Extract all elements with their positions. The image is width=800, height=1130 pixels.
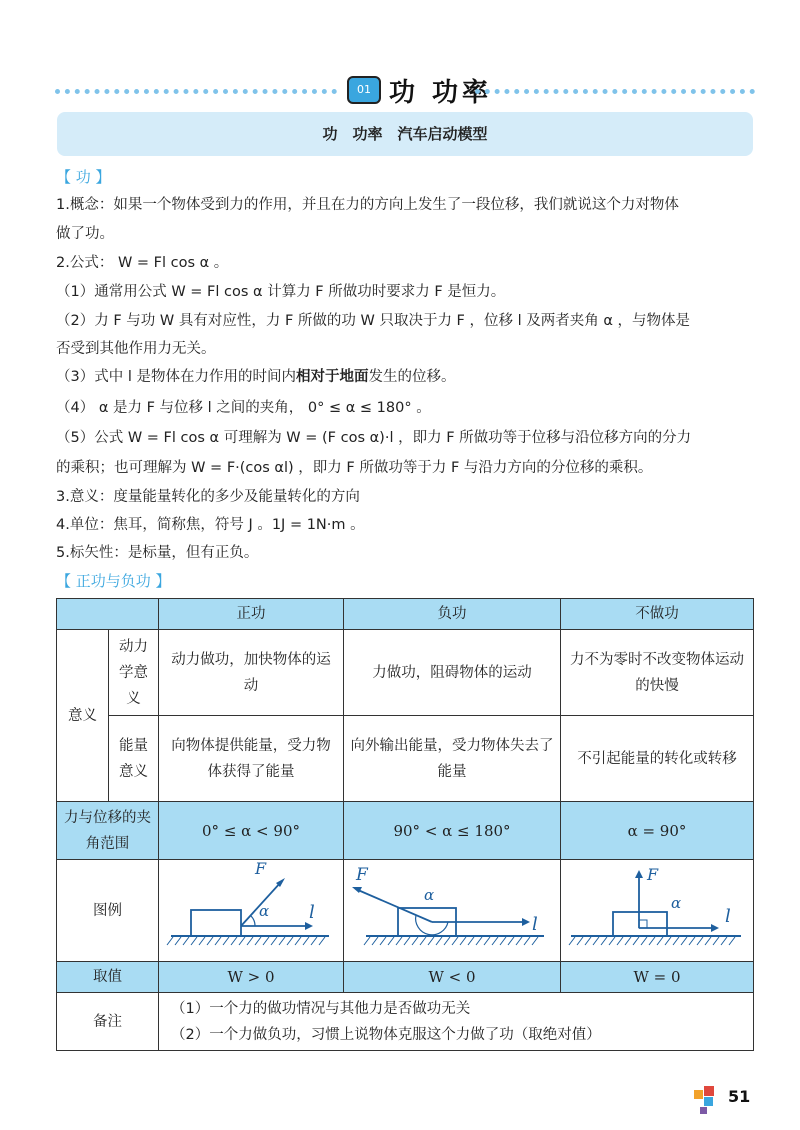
table-row — [57, 716, 754, 802]
section-heading-pos-neg-work: 【 正功与负功 】 — [56, 572, 171, 590]
notes-cell — [159, 993, 754, 1051]
dotted-rule-left — [55, 89, 337, 94]
table-cell: 力做功，阻碍物体的运动 — [344, 630, 561, 716]
meaning-label: 意义 — [57, 630, 109, 802]
angle-range-label: 力与位移的夹角范围 — [57, 802, 159, 860]
table-header-row — [57, 599, 754, 630]
bold-phrase: 相对于地面 — [295, 369, 369, 385]
value-label: 取值 — [57, 962, 159, 993]
work-comparison-table — [56, 598, 754, 1051]
header-corner — [57, 599, 159, 630]
zero-work-diagram — [561, 860, 754, 952]
table-row — [57, 802, 754, 860]
text-line-3: （3）式中 l 是物体在力作用的时间内相对于地面发生的位移。 — [56, 369, 456, 385]
table-row — [57, 630, 754, 716]
text-line: （1）通常用公式 W = Fl cos α 计算力 F 所做功时要求力 F 是恒力。 — [56, 284, 506, 300]
section-heading-work: 【 功 】 — [56, 168, 111, 186]
negative-work-diagram — [344, 860, 561, 952]
label-l: l — [309, 902, 315, 923]
text-line: 否受到其他作用力无关。 — [56, 341, 216, 357]
table-cell: 力不为零时不改变物体运动的快慢 — [561, 630, 754, 716]
table-row — [57, 860, 754, 962]
chapter-badge: 01 — [347, 76, 381, 104]
label-alpha: α — [671, 894, 682, 912]
dotted-rule-right — [475, 89, 755, 94]
diagram-positive — [159, 860, 344, 962]
angle-cell: 0° ≤ α < 90° — [159, 802, 344, 860]
diagram-negative — [344, 860, 561, 962]
header-positive: 正功 — [159, 599, 344, 630]
chapter-title: 功 功率 — [389, 78, 493, 108]
label-F: F — [255, 860, 267, 878]
table-cell: 向外输出能量，受力物体失去了能量 — [344, 716, 561, 802]
label-l: l — [532, 914, 538, 935]
table-cell: 动力做功，加快物体的运动 — [159, 630, 344, 716]
publisher-logo-icon — [690, 1084, 724, 1118]
table-cell: 向物体提供能量，受力物体获得了能量 — [159, 716, 344, 802]
topic-banner: 功 功率 汽车启动模型 — [57, 112, 753, 156]
value-cell: W > 0 — [159, 962, 344, 993]
label-F: F — [356, 865, 368, 885]
header-zero: 不做功 — [561, 599, 754, 630]
note-line: （2）一个力做负功，习惯上说物体克服这个力做了功（取绝对值） — [171, 1026, 601, 1043]
value-cell: W = 0 — [561, 962, 754, 993]
chapter-header — [55, 72, 755, 108]
energy-meaning-label: 能量意义 — [109, 716, 159, 802]
text-line: （2）力 F 与功 W 具有对应性，力 F 所做的功 W 只取决于力 F ，位移 l 及两者夹角 α ，与物体是 — [56, 313, 691, 329]
label-F: F — [647, 865, 659, 884]
text-line: 2.公式： W = Fl cos α 。 — [56, 255, 229, 271]
text-line: （5）公式 W = Fl cos α 可理解为 W = (F cos α)·l ，即力 F 所做功等于位移与沿位移方向的分力 — [56, 430, 692, 446]
header-negative: 负功 — [344, 599, 561, 630]
diagram-zero — [561, 860, 754, 962]
text-line: 1.概念：如果一个物体受到力的作用，并且在力的方向上发生了一段位移，我们就说这个力对物体 — [56, 197, 679, 213]
text-line: 做了功。 — [56, 226, 114, 242]
note-line: （1）一个力的做功情况与其他力是否做功无关 — [171, 1000, 471, 1017]
angle-cell: 90° < α ≤ 180° — [344, 802, 561, 860]
text-line: 3.意义：度量能量转化的多少及能量转化的方向 — [56, 489, 360, 505]
dynamic-meaning-label: 动力学意义 — [109, 630, 159, 716]
table-row — [57, 962, 754, 993]
label-alpha: α — [424, 886, 435, 904]
positive-work-diagram — [159, 860, 344, 952]
table-row — [57, 993, 754, 1051]
diagram-label: 图例 — [57, 860, 159, 962]
label-l: l — [725, 906, 731, 927]
table-cell: 不引起能量的转化或转移 — [561, 716, 754, 802]
value-cell: W < 0 — [344, 962, 561, 993]
notes-label: 备注 — [57, 993, 159, 1051]
angle-cell: α = 90° — [561, 802, 754, 860]
text-line: 5.标矢性：是标量，但有正负。 — [56, 545, 259, 561]
text-line: 4.单位：焦耳，简称焦，符号 J 。1J = 1N·m 。 — [56, 517, 365, 533]
text-line: 的乘积；也可理解为 W = F·(cos αl) ，即力 F 所做功等于力 F 与沿力方向的分位移的乘积。 — [56, 460, 653, 476]
text-line: （4） α 是力 F 与位移 l 之间的夹角， 0° ≤ α ≤ 180° 。 — [56, 400, 431, 416]
page-number: 51 — [728, 1087, 751, 1106]
label-alpha: α — [259, 902, 270, 920]
